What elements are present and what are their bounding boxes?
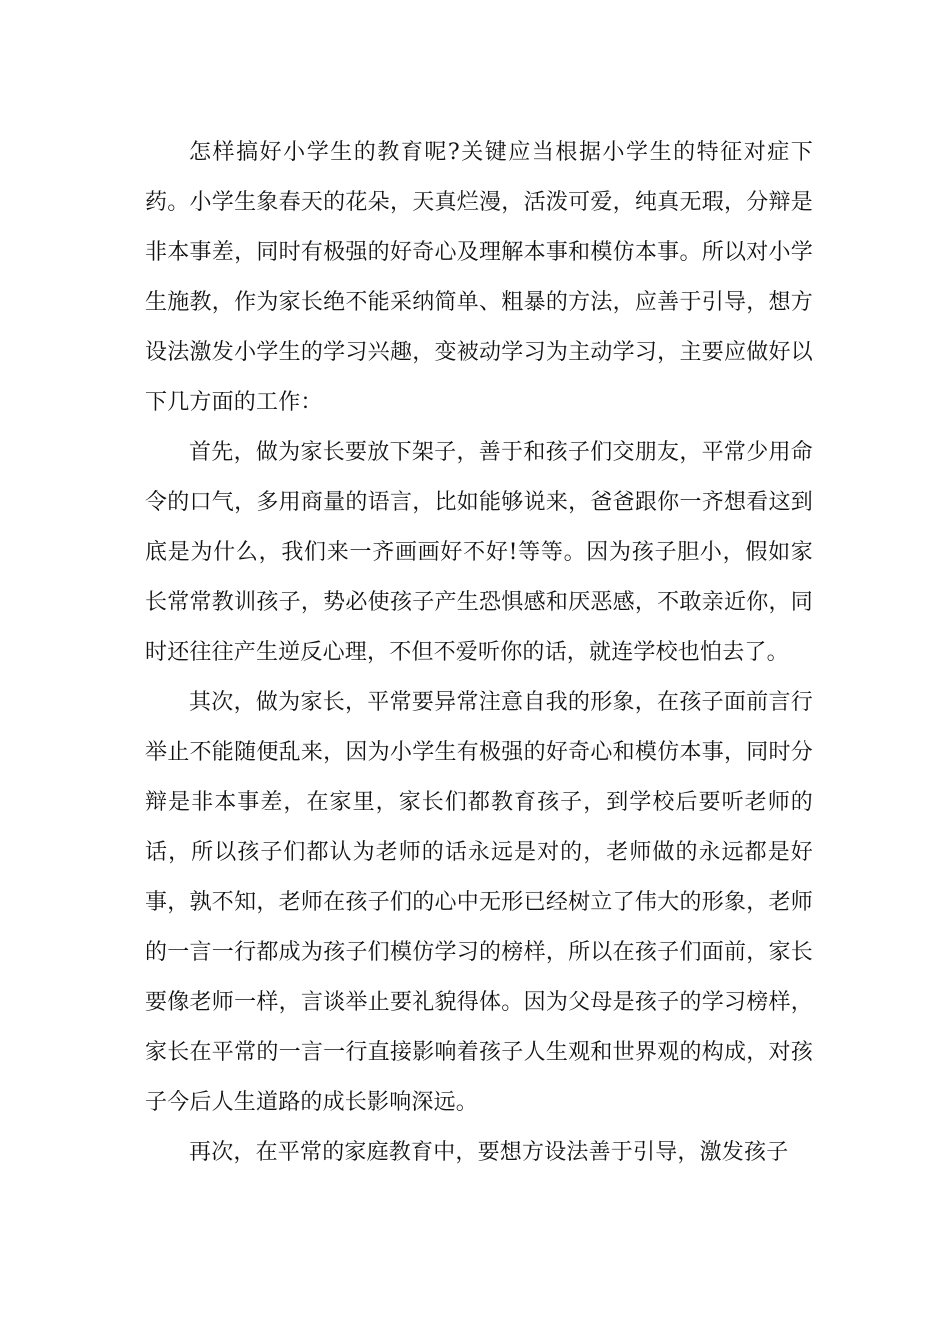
document-body [145, 128, 813, 1178]
paragraph-intro: 怎样搞好小学生的教育呢?关键应当根据小学生的特征对症下药。小学生象春天的花朵，天真烂漫，活泼可爱，纯真无瑕，分辩是非本事差，同时有极强的好奇心及理解本事和模仿本事。所以对小学生施教，作为家长绝不能采纳简单、粗暴的方法，应善于引导，想方设法激发小学生的学习兴趣，变被动学习为主动学习，主要应做好以下几方面的工作： [145, 140, 813, 415]
paragraph-third: 再次，在平常的家庭教育中，要想方设法善于引导，激发孩子 [189, 1140, 789, 1165]
paragraph-second: 其次，做为家长，平常要异常注意自我的形象，在孩子面前言行举止不能随便乱来，因为小学生有极强的好奇心和模仿本事，同时分辩是非本事差，在家里，家长们都教育孩子，到学校后要听老师的话，所以孩子们都认为老师的话永远是对的，老师做的永远都是好事，孰不知，老师在孩子们的心中无形已经树立了伟大的形象，老师的一言一行都成为孩子们模仿学习的榜样，所以在孩子们面前，家长要像老师一样，言谈举止要礼貌得体。因为父母是孩子的学习榜样，家长在平常的一言一行直接影响着孩子人生观和世界观的构成，对孩子今后人生道路的成长影响深远。 [145, 690, 813, 1115]
paragraph-first: 首先，做为家长要放下架子，善于和孩子们交朋友，平常少用命令的口气，多用商量的语言，比如能够说来，爸爸跟你一齐想看这到底是为什么，我们来一齐画画好不好!等等。因为孩子胆小，假如家长常常教训孩子，势必使孩子产生恐惧感和厌恶感，不敢亲近你，同时还往往产生逆反心理，不但不爱听你的话，就连学校也怕去了。 [145, 440, 813, 665]
